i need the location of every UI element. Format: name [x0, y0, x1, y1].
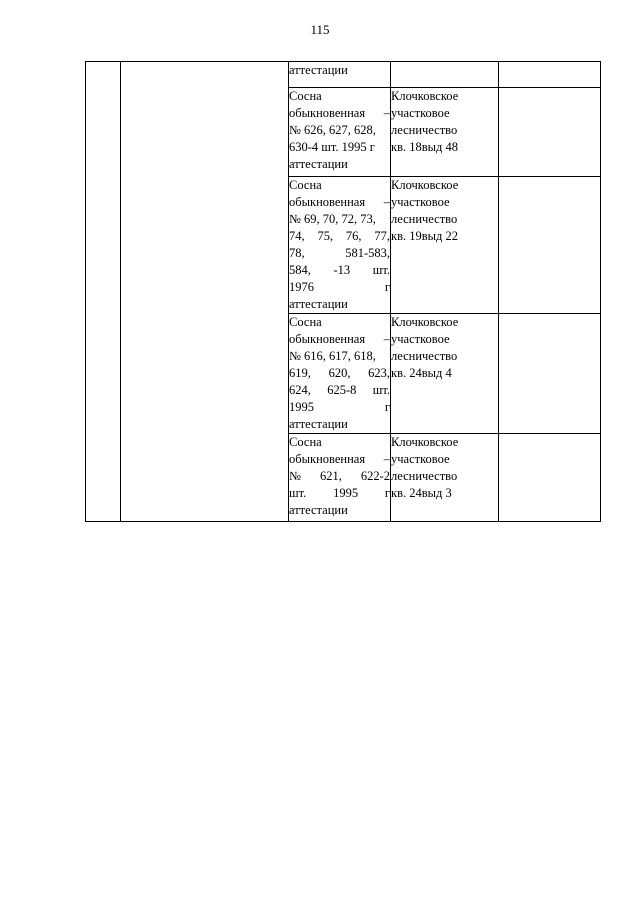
cell-number: [86, 62, 121, 522]
cell-location: [391, 434, 499, 522]
cell-location: [391, 177, 499, 314]
cell-notes: [499, 88, 601, 177]
cell-name: [121, 62, 289, 522]
cell-line: обыкновенная –: [289, 195, 390, 209]
forest-objects-table: [85, 61, 601, 522]
cell-location: [391, 88, 499, 177]
cell-line: 630-4 шт. 1995 г: [289, 140, 375, 154]
cell-line: обыкновенная –: [289, 332, 390, 346]
cell-notes: [499, 314, 601, 434]
cell-line: № 616, 617, 618,: [289, 349, 376, 363]
cell-line: участковое: [391, 452, 450, 466]
cell-line: Клочковское: [391, 178, 459, 192]
cell-line: обыкновенная –: [289, 106, 390, 120]
cell-line: аттестации: [289, 417, 348, 431]
cell-line: участковое: [391, 195, 450, 209]
cell-line: кв. 19выд 22: [391, 229, 459, 243]
cell-location: [391, 62, 499, 88]
cell-line: Сосна: [289, 178, 322, 192]
cell-line: лесничество: [391, 469, 458, 483]
cell-line: кв. 24выд 4: [391, 366, 452, 380]
table-row: [86, 62, 601, 88]
cell-line: лесничество: [391, 349, 458, 363]
cell-line: Клочковское: [391, 315, 459, 329]
cell-line: № 69, 70, 72, 73,: [289, 212, 376, 226]
cell-location: [391, 314, 499, 434]
cell-object: [289, 314, 391, 434]
cell-line: аттестации: [289, 63, 348, 77]
cell-object: [289, 62, 391, 88]
cell-line: № 626, 627, 628,: [289, 123, 376, 137]
cell-notes: [499, 177, 601, 314]
cell-object: [289, 177, 391, 314]
cell-line: шт. 1995 г: [289, 486, 390, 500]
cell-line: Клочковское: [391, 89, 459, 103]
cell-line: 78, 581-583,: [289, 246, 390, 260]
cell-line: № 621, 622-2: [289, 469, 390, 483]
cell-line: 584, -13 шт.: [289, 263, 390, 277]
cell-line: обыкновенная –: [289, 452, 390, 466]
cell-line: 619, 620, 623,: [289, 366, 390, 380]
cell-line: участковое: [391, 332, 450, 346]
cell-line: аттестации: [289, 297, 348, 311]
cell-line: аттестации: [289, 503, 348, 517]
cell-line: лесничество: [391, 123, 458, 137]
cell-notes: [499, 434, 601, 522]
cell-object: [289, 434, 391, 522]
cell-line: кв. 18выд 48: [391, 140, 459, 154]
cell-line: Сосна: [289, 315, 322, 329]
cell-object: [289, 88, 391, 177]
cell-line: Клочковское: [391, 435, 459, 449]
cell-line: аттестации: [289, 157, 348, 171]
cell-line: участковое: [391, 106, 450, 120]
cell-line: Сосна: [289, 89, 322, 103]
cell-line: Сосна: [289, 435, 322, 449]
cell-line: 74, 75, 76, 77,: [289, 229, 390, 243]
cell-line: кв. 24выд 3: [391, 486, 452, 500]
cell-line: лесничество: [391, 212, 458, 226]
cell-line: 1976 г: [289, 280, 390, 294]
cell-notes: [499, 62, 601, 88]
page-number: 115: [310, 22, 330, 37]
cell-line: 1995 г: [289, 400, 390, 414]
cell-line: 624, 625-8 шт.: [289, 383, 390, 397]
